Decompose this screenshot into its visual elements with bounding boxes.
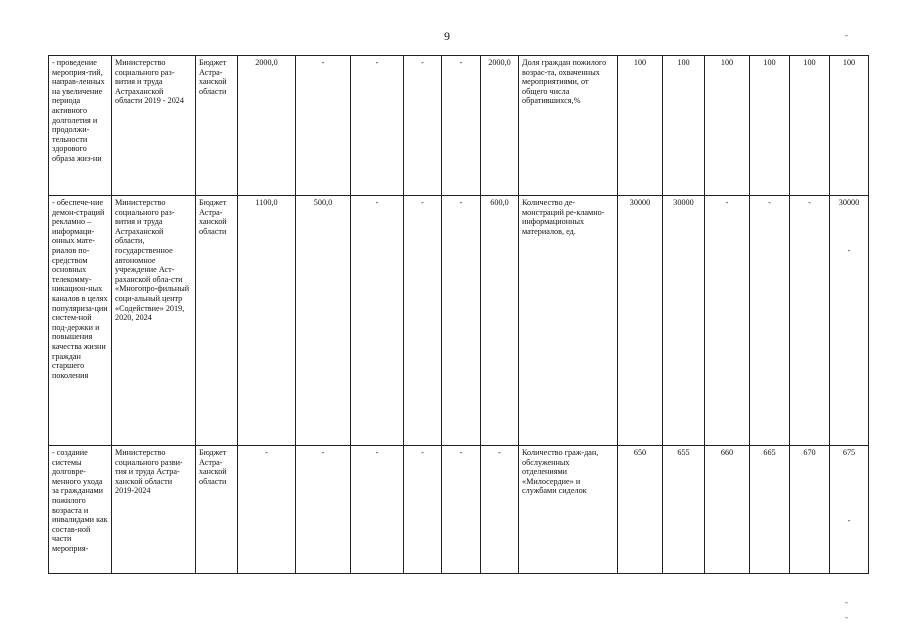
executor-cell: Министерство социального разви-тия и труда Астра-ханской области 2019-2024 (112, 446, 196, 574)
year-amount-cell: 2000,0 (481, 56, 519, 196)
indicator-dash: - (847, 515, 851, 525)
indicator-value-cell (830, 446, 869, 574)
indicator-dash: - (847, 245, 851, 255)
activity-cell: - обеспече-ние демон-страций рекламно – информаци-онных мате-риалов по-средством основных телекомму-никацион-ных каналов в целях популяриза-ции систем-ной под-держки и повышения качества жизни граждан старшего поколения (49, 196, 112, 446)
year-amount-cell: - (442, 56, 481, 196)
indicator-value-cell: - (750, 196, 790, 446)
year-amount-cell: - (404, 56, 442, 196)
indicator-value-cell (830, 196, 869, 446)
year-amount-cell: - (351, 446, 404, 574)
indicator-value-cell: 650 (618, 446, 663, 574)
indicator-cell: Количество граж-дан, обслуженных отделениями «Милосердие» и службами сиделок (519, 446, 618, 574)
activity-cell: - проведение мероприя-тий, направ-ленных на увеличение периода активного долголетия и продолжи-тельности здорового образа жиз-ни (49, 56, 112, 196)
table-row (49, 196, 869, 446)
indicator-value-cell: 100 (790, 56, 830, 196)
total-amount-cell: 2000,0 (238, 56, 296, 196)
indicator-value-cell: 655 (663, 446, 705, 574)
scan-speck: - (845, 30, 848, 40)
indicator-cell: Количество де-монстраций ре-кламно-информационных материалов, ед. (519, 196, 618, 446)
indicator-value-cell: 100 (705, 56, 750, 196)
indicator-value-cell: - (790, 196, 830, 446)
indicator-value-cell: 100 (750, 56, 790, 196)
table-row (49, 56, 869, 196)
year-amount-cell: - (442, 446, 481, 574)
year-amount-cell: - (442, 196, 481, 446)
year-amount-cell: - (404, 196, 442, 446)
indicator-value-cell: 660 (705, 446, 750, 574)
program-activities-table (48, 55, 869, 574)
funding-source-cell: Бюджет Астра-ханской области (196, 446, 238, 574)
indicator-value: 675 (842, 448, 856, 457)
indicator-cell: Доля граждан пожилого возрас-та, охваченных мероприятиями, от общего числа обратившихся,% (519, 56, 618, 196)
indicator-value-cell: 100 (618, 56, 663, 196)
indicator-value-cell (830, 56, 869, 196)
year-amount-cell: - (481, 446, 519, 574)
executor-cell: Министерство социального раз-вития и труда Астраханской области 2019 - 2024 (112, 56, 196, 196)
year-amount-cell: 600,0 (481, 196, 519, 446)
year-amount-cell: - (351, 196, 404, 446)
scan-speck: - (845, 597, 848, 607)
year-amount-cell: - (404, 446, 442, 574)
executor-cell: Министерство социального раз-вития и труда Астраханской области, государственное автономное учреждение Аст-раханской обла-сти «Многопро-фильный соци-альный центр «Содействие» 2019, 2020, 2024 (112, 196, 196, 446)
indicator-value-cell: - (705, 196, 750, 446)
year-amount-cell: - (351, 56, 404, 196)
year-amount-cell: - (296, 56, 351, 196)
indicator-value-cell: 670 (790, 446, 830, 574)
page-number: 9 (444, 29, 450, 43)
year-amount-cell: 500,0 (296, 196, 351, 446)
activity-cell: - создание системы долговре-менного ухода за гражданами пожилого возраста и инвалидами как состав-ной части мероприя- (49, 446, 112, 574)
scan-speck: - (845, 612, 848, 622)
funding-source-cell: Бюджет Астра-ханской области (196, 196, 238, 446)
funding-source-cell: Бюджет Астра-ханской области (196, 56, 238, 196)
total-amount-cell: 1100,0 (238, 196, 296, 446)
indicator-value: 100 (842, 58, 856, 67)
total-amount-cell: - (238, 446, 296, 574)
table-row (49, 446, 869, 574)
indicator-value-cell: 665 (750, 446, 790, 574)
indicator-value-cell: 100 (663, 56, 705, 196)
indicator-value-cell: 30000 (663, 196, 705, 446)
indicator-value-cell: 30000 (618, 196, 663, 446)
indicator-value: 30000 (838, 198, 860, 207)
year-amount-cell: - (296, 446, 351, 574)
